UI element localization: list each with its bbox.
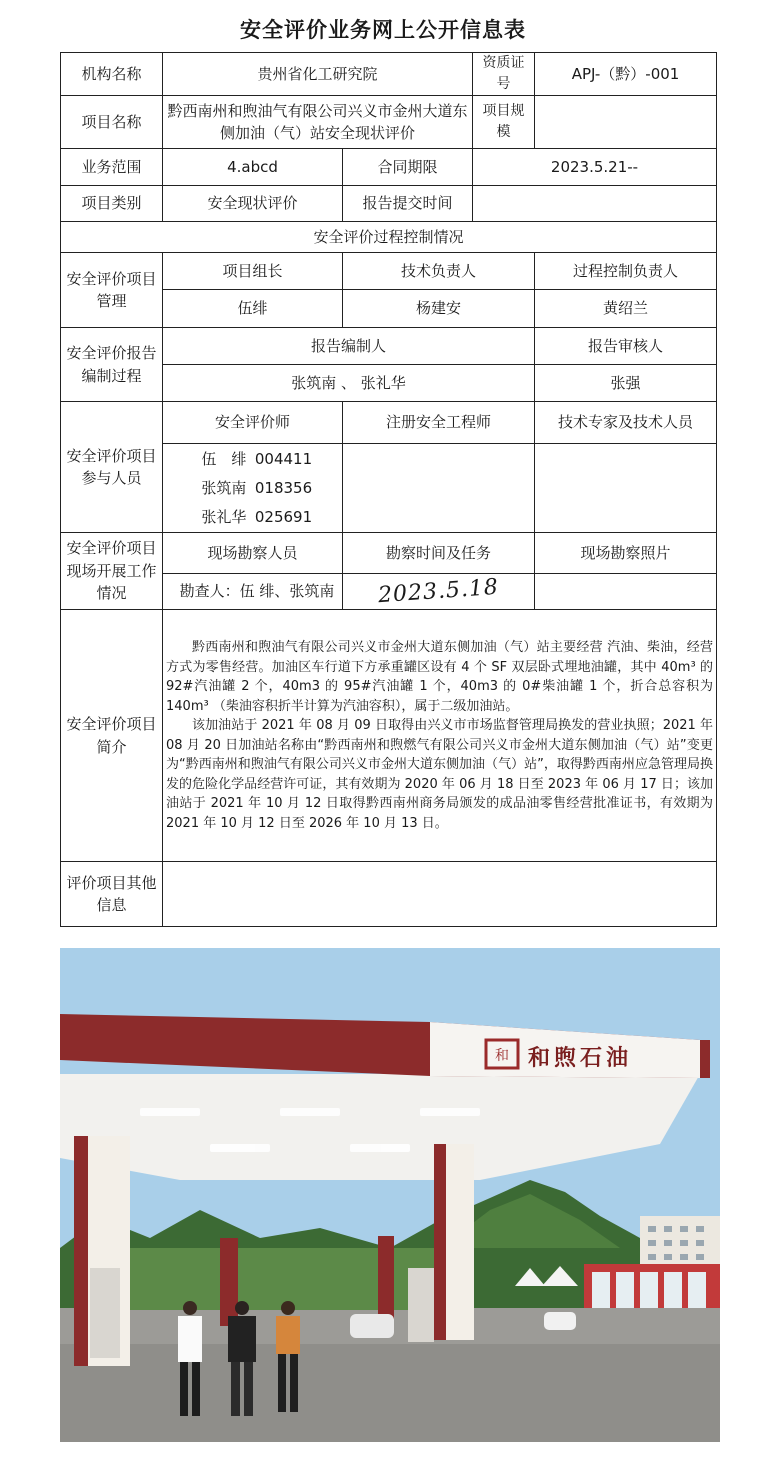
org-value: 贵州省化工研究院 xyxy=(163,53,473,96)
participants-header: 技术专家及技术人员 xyxy=(535,402,717,444)
assessor-name: 张筑南 xyxy=(201,478,247,497)
org-label: 机构名称 xyxy=(61,53,163,96)
assessor-name: 伍 绯 xyxy=(201,449,247,468)
participants-header: 安全评价师 xyxy=(163,402,343,444)
report-header: 报告审核人 xyxy=(535,328,717,365)
project-value: 黔西南州和煦油气有限公司兴义市金州大道东侧加油（气）站安全现状评价 xyxy=(163,96,473,149)
scale-label: 项目规模 xyxy=(473,96,535,149)
row-organization xyxy=(61,53,717,96)
page-title: 安全评价业务网上公开信息表 xyxy=(240,18,526,42)
management-header: 项目组长 xyxy=(163,253,343,290)
gas-station-illustration xyxy=(60,948,720,1442)
assessor-id: 018356 xyxy=(254,478,313,497)
management-header: 技术负责人 xyxy=(343,253,535,290)
site-header: 现场勘察照片 xyxy=(535,533,717,574)
site-work-label: 安全评价项目现场开展工作情况 xyxy=(61,533,163,610)
cert-label: 资质证号 xyxy=(473,53,535,96)
process-header: 安全评价过程控制情况 xyxy=(61,222,717,253)
report-value: 张强 xyxy=(535,365,717,402)
intro-paragraph: 该加油站于 2021 年 08 月 09 日取得由兴义市市场监督管理局换发的营业执照；2021 年 08 月 20 日加油站名称由“黔西南州和煦燃气有限公司兴义市金州大道东侧加油（气）站”变更为“黔西南州和煦油气有限公司兴义市金州大道东侧加油（气）站”，取得黔西南州应急管理局换发的危险化学品经营许可证，其有效期为 2020 年 06 月 18 日至 2023 年 06 月 17 日；该加油站于 2021 年 10 月 12 日取得黔西南州商务局颁发的成品油零售经营批准证书，有效期为 2021 年 10 月 12 日至 2026 年 10 月 13 日。 xyxy=(166,718,714,831)
site-header: 勘察时间及任务 xyxy=(343,533,535,574)
other-value xyxy=(163,862,717,927)
management-header: 过程控制负责人 xyxy=(535,253,717,290)
assessor-item xyxy=(166,503,339,532)
assessor-name: 张礼华 xyxy=(201,507,247,526)
assessor-id: 025691 xyxy=(254,507,313,526)
survey-photo-cell xyxy=(535,574,717,610)
intro-text xyxy=(163,610,717,862)
scope-label: 业务范围 xyxy=(61,149,163,186)
site-photo xyxy=(60,948,720,1442)
row-intro xyxy=(61,610,717,862)
assessor-item xyxy=(166,474,339,503)
contract-value: 2023.5.21-- xyxy=(473,149,717,186)
brand-logo-mark: 和 xyxy=(495,1048,509,1064)
row-process-header xyxy=(61,222,717,253)
contract-label: 合同期限 xyxy=(343,149,473,186)
participants-header: 注册安全工程师 xyxy=(343,402,535,444)
row-project xyxy=(61,96,717,149)
cert-value: APJ-（黔）-001 xyxy=(535,53,717,96)
canopy-sign-text: 和煦石油 xyxy=(527,1046,633,1071)
row-site-headers xyxy=(61,533,717,574)
handwritten-date: 2023.5.18 xyxy=(377,574,500,609)
info-table xyxy=(60,52,717,927)
safety-engineer-cell xyxy=(343,444,535,533)
surveyors: 勘查人：伍 绯、张筑南 xyxy=(163,574,343,610)
participants-label: 安全评价项目参与人员 xyxy=(61,402,163,533)
row-other xyxy=(61,862,717,927)
management-label: 安全评价项目管理 xyxy=(61,253,163,328)
report-value: 张筑南 、 张礼华 xyxy=(163,365,535,402)
site-header: 现场勘察人员 xyxy=(163,533,343,574)
report-process-label: 安全评价报告编制过程 xyxy=(61,328,163,402)
assessor-list xyxy=(163,444,343,533)
fuel-dispenser xyxy=(408,1268,434,1342)
intro-paragraph: 黔西南州和煦油气有限公司兴义市金州大道东侧加油（气）站主要经营 汽油、柴油，经营方式为零售经营。加油区车行道下方承重罐区设有 4 个 SF 双层卧式埋地油罐，其中 40m³ 的 92#汽油罐 2 个，40m3 的 95#汽油罐 1 个，40m3 的 0#柴油罐 1 个，折合总容积为 140m³ （柴油容积折半计算为汽油容积），属于二级加油站。 xyxy=(166,640,714,714)
canopy-corner xyxy=(700,1040,710,1078)
assessor-item xyxy=(166,445,339,474)
car xyxy=(544,1312,576,1330)
tech-expert-cell xyxy=(535,444,717,533)
forecourt xyxy=(60,1344,720,1442)
intro-label: 安全评价项目简介 xyxy=(61,610,163,862)
scale-value xyxy=(535,96,717,149)
row-management-headers xyxy=(61,253,717,290)
survey-date-cell xyxy=(343,574,535,610)
scope-value: 4.abcd xyxy=(163,149,343,186)
report-time-value xyxy=(473,186,717,222)
report-header: 报告编制人 xyxy=(163,328,535,365)
type-value: 安全现状评价 xyxy=(163,186,343,222)
row-scope xyxy=(61,149,717,186)
management-value: 黄绍兰 xyxy=(535,290,717,328)
car xyxy=(350,1314,394,1338)
row-type xyxy=(61,186,717,222)
row-report-headers xyxy=(61,328,717,365)
row-participants-headers xyxy=(61,402,717,444)
assessor-id: 004411 xyxy=(254,449,313,468)
management-value: 伍绯 xyxy=(163,290,343,328)
other-label: 评价项目其他信息 xyxy=(61,862,163,927)
fuel-dispenser xyxy=(90,1268,120,1358)
report-time-label: 报告提交时间 xyxy=(343,186,473,222)
type-label: 项目类别 xyxy=(61,186,163,222)
project-label: 项目名称 xyxy=(61,96,163,149)
management-value: 杨建安 xyxy=(343,290,535,328)
